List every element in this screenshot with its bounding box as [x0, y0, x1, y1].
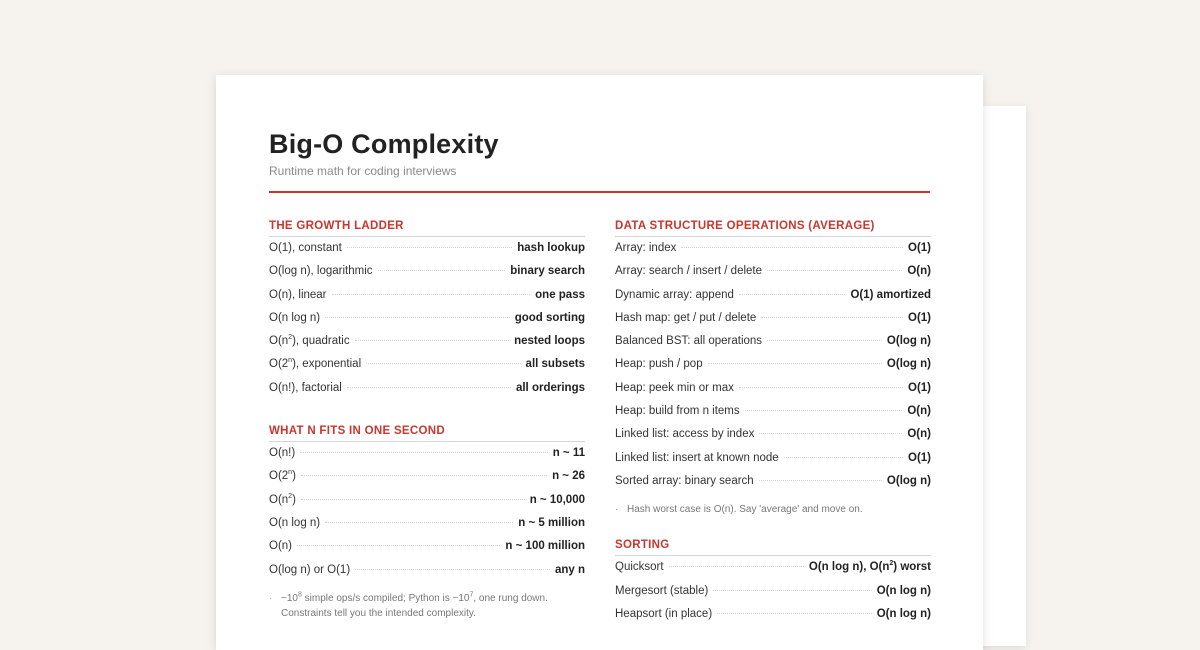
fits-row-label: O(n): [269, 540, 292, 553]
ds-row-value: O(1): [908, 242, 931, 254]
sorting-row-label: Mergesort (stable): [615, 584, 709, 597]
sorting-row-label: Quicksort: [615, 561, 664, 574]
ds-row: [615, 358, 931, 381]
growth-row: [269, 289, 585, 312]
fits-row-value: n ~ 10,000: [529, 493, 585, 506]
fits-row-value: n ~ 11: [552, 447, 585, 460]
fits-row-label: O(2$^n$): [269, 469, 296, 483]
fits-row: [269, 494, 585, 517]
ds-row-value: O(1): [908, 381, 931, 394]
sorting-row-label: Heapsort (in place): [615, 607, 713, 620]
leader-dots: [767, 270, 902, 271]
ds-row: [615, 452, 931, 475]
growth-row-label: O(n!), factorial: [269, 381, 342, 394]
ds-row: [615, 335, 931, 358]
fits-row-value: any n: [554, 563, 585, 576]
growth-row: [269, 382, 585, 405]
fits-row-label: O(n log n): [269, 516, 321, 529]
growth-row-label: O(n log n): [269, 311, 321, 324]
sorting-row-value: O(n log n): [876, 584, 931, 597]
leader-dots: [300, 452, 548, 453]
leader-dots: [717, 613, 872, 614]
fits-row: [269, 540, 585, 563]
section-heading-what-n-fits: WHAT N FITS IN ONE SECOND: [269, 425, 585, 442]
fits-row-label: $O(n^2)$: [269, 492, 296, 506]
leader-dots: [332, 294, 531, 295]
growth-row-value: hash lookup: [517, 242, 585, 254]
ds-row-value: O(n): [907, 265, 931, 278]
ds-row-label: Heap: push / pop: [615, 358, 703, 371]
right-column: [615, 220, 931, 631]
leader-dots: [347, 247, 512, 248]
ds-row: [615, 428, 931, 451]
growth-row-value: nested loops: [514, 335, 585, 348]
fits-row-label: O(n!): [269, 447, 296, 460]
ds-row: [615, 312, 931, 335]
ds-row-label: Linked list: insert at known node: [615, 451, 779, 464]
ds-row-label: Balanced BST: all operations: [615, 335, 763, 348]
ds-row-label: Dynamic array: append: [615, 288, 734, 301]
leader-dots: [739, 387, 903, 388]
sorting-row: [615, 608, 931, 631]
leader-dots: [784, 457, 903, 458]
leader-dots: [708, 363, 882, 364]
leader-dots: [347, 387, 511, 388]
left-column: [269, 220, 585, 621]
note-bullet: ·: [615, 504, 619, 516]
leader-dots: [325, 317, 510, 318]
leader-dots: [713, 590, 871, 591]
fits-row: [269, 564, 585, 587]
ds-row-value: O(1) amortized: [850, 288, 931, 301]
leader-dots: [759, 480, 882, 481]
growth-row: [269, 312, 585, 335]
leader-dots: [301, 475, 547, 476]
growth-row: [269, 358, 585, 381]
section-heading-data-structures: DATA STRUCTURE OPERATIONS (AVERAGE): [615, 220, 931, 237]
ds-row-label: Heap: peek min or max: [615, 381, 734, 394]
ds-row: [615, 475, 931, 498]
leader-dots: [745, 410, 903, 411]
ds-row-value: O(log n): [886, 335, 931, 348]
growth-row-value: good sorting: [514, 311, 585, 324]
title-divider: [269, 191, 930, 193]
leader-dots: [761, 317, 903, 318]
ds-row-label: Array: search / insert / delete: [615, 265, 763, 278]
growth-row: [269, 265, 585, 288]
growth-row-label: O(2$^n$), exponential: [269, 357, 362, 371]
growth-row: [269, 242, 585, 265]
sorting-row: [615, 561, 931, 584]
growth-row-value: all orderings: [515, 381, 585, 394]
fits-row: [269, 447, 585, 470]
ds-row-value: O(1): [908, 311, 931, 324]
ds-row: [615, 382, 931, 405]
ds-row-label: Array: index: [615, 242, 677, 254]
leader-dots: [355, 340, 509, 341]
ds-row-value: O(log n): [886, 358, 931, 371]
growth-row-label: $O(n^2)$, quadratic: [269, 334, 350, 348]
leader-dots: [297, 545, 500, 546]
ds-row-label: Hash map: get / put / delete: [615, 311, 757, 324]
ds-row: [615, 242, 931, 265]
leader-dots: [759, 433, 902, 434]
growth-row-label: O(n), linear: [269, 288, 327, 301]
fits-row: [269, 470, 585, 493]
ds-row-value: O(1): [908, 451, 931, 464]
leader-dots: [681, 247, 903, 248]
ds-row-label: Linked list: access by index: [615, 428, 755, 441]
leader-dots: [301, 499, 525, 500]
ds-row: [615, 405, 931, 428]
ds-row-value: O(n): [907, 428, 931, 441]
cheat-sheet-page: [216, 75, 983, 650]
ds-row: [615, 265, 931, 288]
growth-row-label: O(log n), logarithmic: [269, 265, 373, 278]
ds-row-label: Sorted array: binary search: [615, 474, 754, 487]
leader-dots: [378, 270, 506, 271]
growth-row-value: all subsets: [525, 358, 585, 371]
growth-row: [269, 335, 585, 358]
sorting-row: [615, 585, 931, 608]
fits-row-label: O(log n) or O(1): [269, 563, 351, 576]
growth-row-value: binary search: [510, 265, 585, 278]
page-title: Big-O Complexity: [269, 129, 499, 159]
fits-row-value: n ~ 5 million: [518, 516, 585, 529]
page-subtitle: Runtime math for coding interviews: [269, 164, 457, 178]
note-text: $\sim 10^8$ simple ops/s compiled; Python is $\sim 10^7$, one rung down. Constraints tell you the intended complexity.: [281, 591, 548, 619]
growth-row-label: O(1), constant: [269, 242, 342, 254]
section-heading-growth-ladder: THE GROWTH LADDER: [269, 220, 585, 237]
leader-dots: [355, 569, 550, 570]
leader-dots: [669, 566, 804, 567]
section-heading-sorting: SORTING: [615, 539, 931, 556]
leader-dots: [366, 363, 520, 364]
leader-dots: [325, 522, 513, 523]
sorting-row-value: O(n log n), $O(n^2)$ worst: [808, 560, 931, 574]
ds-row-value: O(log n): [886, 474, 931, 487]
note-bullet: ·: [269, 592, 273, 604]
ds-row-label: Heap: build from n items: [615, 405, 740, 418]
ds-note: [615, 502, 931, 517]
fits-row: [269, 517, 585, 540]
sorting-row-value: O(n log n): [876, 607, 931, 620]
note-text: Hash worst case is O(n). Say 'average' and move on.: [627, 504, 863, 516]
ds-row-value: O(n): [907, 405, 931, 418]
leader-dots: [767, 340, 882, 341]
leader-dots: [739, 294, 846, 295]
fits-note: [269, 591, 585, 621]
ds-row: [615, 289, 931, 312]
fits-row-value: n ~ 100 million: [505, 540, 585, 553]
fits-row-value: n ~ 26: [552, 470, 585, 483]
growth-row-value: one pass: [535, 288, 585, 301]
